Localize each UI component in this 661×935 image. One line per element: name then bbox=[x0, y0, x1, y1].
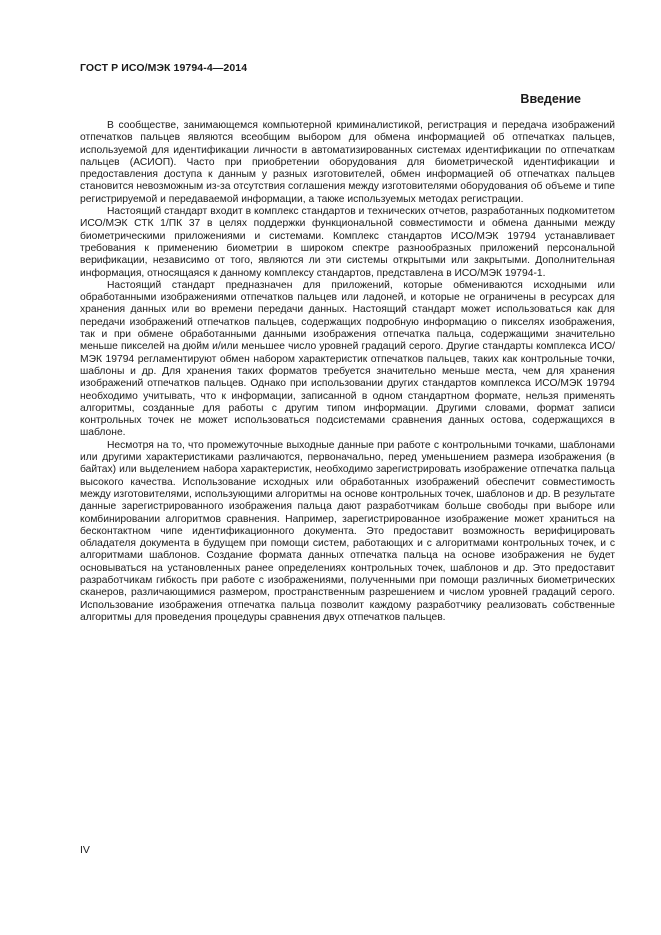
paragraph-1: В сообществе, занимающемся компьютерной криминалистикой, регистрация и передача изображений отпечатков пальцев являются всеобщим выбором для обмена информацией об отпечатках пальцев, используемой для идентификации личности в автоматизированных системах идентификации по отпечаткам пальцев (АСИОП). Часто при приобретении оборудования для биометрической идентификации и предоставления доступа к данным у разных изготовителей, обмен информацией об отпечатках пальцев становится невозможным из-за отсутствия соглашения между изготовителями оборудования об объеме и типе регистрируемой и передаваемой информации, а также используемых методах регистрации. bbox=[80, 120, 615, 205]
document-header: ГОСТ Р ИСО/МЭК 19794-4—2014 bbox=[80, 62, 248, 74]
paragraph-4: Несмотря на то, что промежуточные выходные данные при работе с контрольными точками, шаблонами или другими характеристиками различаются, первоначально, перед уменьшением размера изображения (в байтах) или выделением набора характеристик, необходимо зарегистрировать изображение отпечатка пальца высокого качества. Использование исходных или обработанных изображений обеспечит совместимость между изготовителями, использующими алгоритмы на основе контрольных точек, шаблонов и др. В результате данные зарегистрированного изображения пальца дают разработчикам больше свободы при выборе или комбинировании алгоритмов сравнения. Например, зарегистрированное изображение может храниться на бесконтактном чипе идентификационного документа. Это предоставит возможность верифицировать обладателя документа в будущем при помощи систем, работающих и с алгоритмами контрольных точек, и с алгоритмами шаблонов. Создание формата данных отпечатка пальца на основе изображения не будет основываться на установленных ранее определениях контрольных точек, шаблонов и др. Это предоставит разработчикам гибкость при работе с изображениями, полученными при помощи различных биометрических сканеров, различающимися размером, пространственным разрешением и числом уровней градаций серого. Использование изображения отпечатка пальца позволит каждому разработчику реализовать собственные алгоритмы для проведения процедуры сравнения двух отпечатков пальцев. bbox=[80, 439, 615, 623]
body-text bbox=[80, 120, 615, 624]
paragraph-2: Настоящий стандарт входит в комплекс стандартов и технических отчетов, разработанных подкомитетом ИСО/МЭК СТК 1/ПК 37 в целях поддержки функциональной совместимости и обмена данными между биометрическими приложениями и системами. Комплекс стандартов ИСО/МЭК 19794 устанавливает требования к применению биометрии в широком спектре разнообразных приложений персональной верификации, независимо от того, являются ли эти системы открытыми или закрытыми. Дополнительная информация, относящаяся к данному комплексу стандартов, представлена в ИСО/МЭК 19794-1. bbox=[80, 206, 615, 279]
section-title: Введение bbox=[520, 92, 581, 106]
paragraph-3: Настоящий стандарт предназначен для приложений, которые обмениваются исходными или обработанными изображениями отпечатков пальцев или ладоней, и которые не ограничены в ресурсах для хранения данных или во времени передачи данных. Настоящий стандарт может использоваться как для передачи изображений отпечатков пальцев, содержащих подробную информацию о пикселях изображения, так и при обмене обработанными данными изображения отпечатка пальца, содержащими значительно меньше пикселей на дюйм и/или меньшее число уровней градаций серого. Другие стандарты комплекса ИСО/МЭК 19794 регламентируют обмен набором характеристик отпечатков пальцев, таких как контрольные точки, шаблоны и др. Для хранения таких форматов требуется значительно меньше места, чем для хранения изображений отпечатков пальцев. Однако при использовании других стандартов комплекса ИСО/МЭК 19794 необходимо учитывать, что к информации, записанной в одном стандартном формате, нельзя применять алгоритмы, созданные для работы с другим типом информации. Другими словами, формат записи контрольных точек не может использоваться подсистемами сравнения данных остова, содержащихся в шаблоне. bbox=[80, 279, 615, 439]
page-number: IV bbox=[80, 844, 90, 856]
